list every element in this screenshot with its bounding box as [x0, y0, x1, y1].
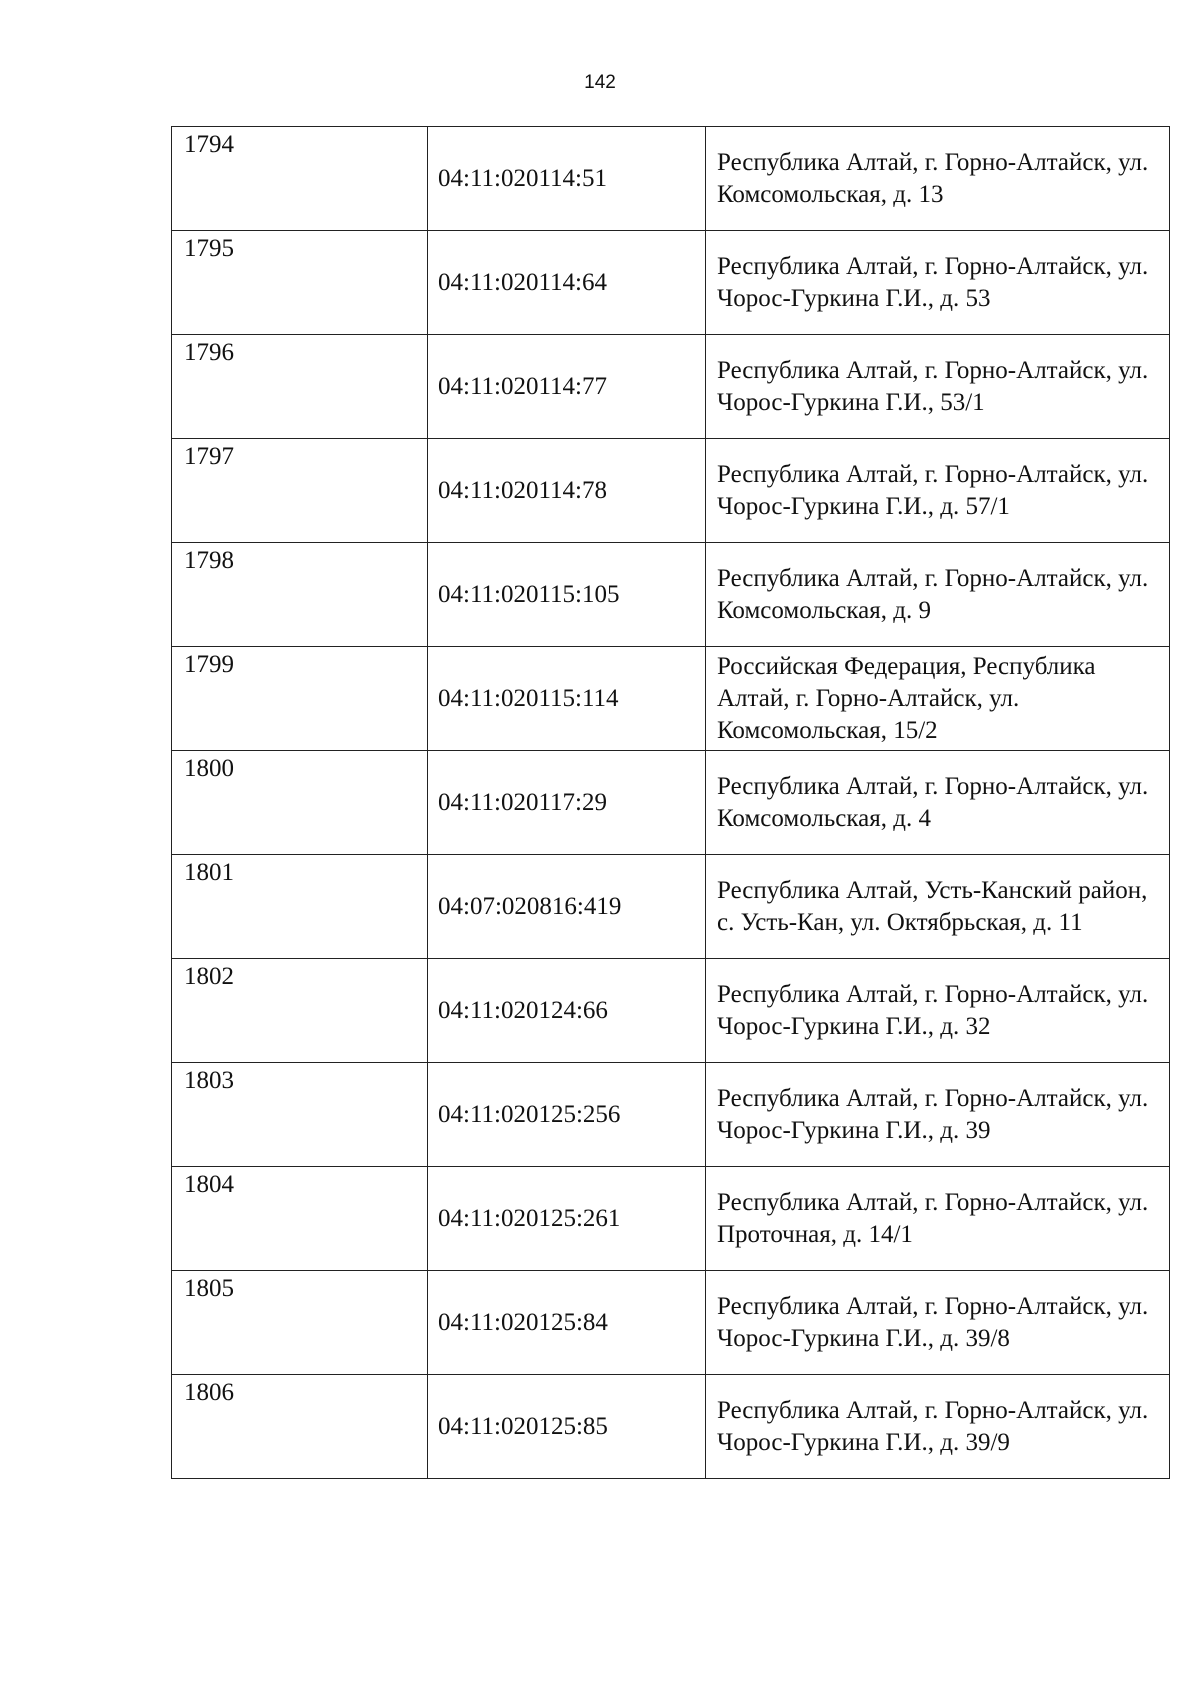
address: Республика Алтай, г. Горно-Алтайск, ул. Комсомольская, д. 9: [706, 543, 1170, 647]
address: Республика Алтай, г. Горно-Алтайск, ул. Чорос-Гуркина Г.И., д. 39: [706, 1063, 1170, 1167]
address: Республика Алтай, г. Горно-Алтайск, ул. Комсомольская, д. 4: [706, 751, 1170, 855]
cadastral-number: 04:11:020114:78: [428, 439, 706, 543]
row-number: 1801: [172, 855, 428, 959]
table-row: [172, 231, 1170, 335]
cadastral-number: 04:07:020816:419: [428, 855, 706, 959]
table-row: [172, 543, 1170, 647]
table-row: [172, 1167, 1170, 1271]
row-number: 1797: [172, 439, 428, 543]
page-number: 142: [584, 72, 616, 93]
cadastral-number: 04:11:020117:29: [428, 751, 706, 855]
row-number: 1802: [172, 959, 428, 1063]
table-row: [172, 1063, 1170, 1167]
cadastral-number: 04:11:020115:105: [428, 543, 706, 647]
address: Республика Алтай, г. Горно-Алтайск, ул. Проточная, д. 14/1: [706, 1167, 1170, 1271]
cadastral-number: 04:11:020124:66: [428, 959, 706, 1063]
row-number: 1796: [172, 335, 428, 439]
table-row: [172, 959, 1170, 1063]
table-row: [172, 335, 1170, 439]
property-register-table: [171, 126, 1170, 1479]
row-number: 1795: [172, 231, 428, 335]
row-number: 1804: [172, 1167, 428, 1271]
cadastral-number: 04:11:020114:51: [428, 127, 706, 231]
row-number: 1800: [172, 751, 428, 855]
address: Республика Алтай, г. Горно-Алтайск, ул. Чорос-Гуркина Г.И., д. 53: [706, 231, 1170, 335]
cadastral-number: 04:11:020125:261: [428, 1167, 706, 1271]
table-row: [172, 855, 1170, 959]
table-row: [172, 1271, 1170, 1375]
table-row: [172, 127, 1170, 231]
row-number: 1805: [172, 1271, 428, 1375]
cadastral-number: 04:11:020114:77: [428, 335, 706, 439]
address: Республика Алтай, г. Горно-Алтайск, ул. Комсомольская, д. 13: [706, 127, 1170, 231]
row-number: 1798: [172, 543, 428, 647]
address: Республика Алтай, г. Горно-Алтайск, ул. Чорос-Гуркина Г.И., д. 57/1: [706, 439, 1170, 543]
table-row: [172, 1375, 1170, 1479]
table-row: [172, 439, 1170, 543]
table-body: [172, 127, 1170, 1479]
cadastral-number: 04:11:020125:256: [428, 1063, 706, 1167]
address: Республика Алтай, г. Горно-Алтайск, ул. Чорос-Гуркина Г.И., 53/1: [706, 335, 1170, 439]
address: Российская Федерация, Республика Алтай, г. Горно-Алтайск, ул. Комсомольская, 15/2: [706, 647, 1170, 751]
cadastral-number: 04:11:020125:84: [428, 1271, 706, 1375]
cadastral-number: 04:11:020125:85: [428, 1375, 706, 1479]
cadastral-number: 04:11:020114:64: [428, 231, 706, 335]
address: Республика Алтай, г. Горно-Алтайск, ул. Чорос-Гуркина Г.И., д. 39/9: [706, 1375, 1170, 1479]
address: Республика Алтай, Усть-Канский район, с. Усть-Кан, ул. Октябрьская, д. 11: [706, 855, 1170, 959]
row-number: 1799: [172, 647, 428, 751]
address: Республика Алтай, г. Горно-Алтайск, ул. Чорос-Гуркина Г.И., д. 32: [706, 959, 1170, 1063]
table-row: [172, 647, 1170, 751]
address: Республика Алтай, г. Горно-Алтайск, ул. Чорос-Гуркина Г.И., д. 39/8: [706, 1271, 1170, 1375]
table-row: [172, 751, 1170, 855]
row-number: 1794: [172, 127, 428, 231]
cadastral-number: 04:11:020115:114: [428, 647, 706, 751]
row-number: 1803: [172, 1063, 428, 1167]
row-number: 1806: [172, 1375, 428, 1479]
